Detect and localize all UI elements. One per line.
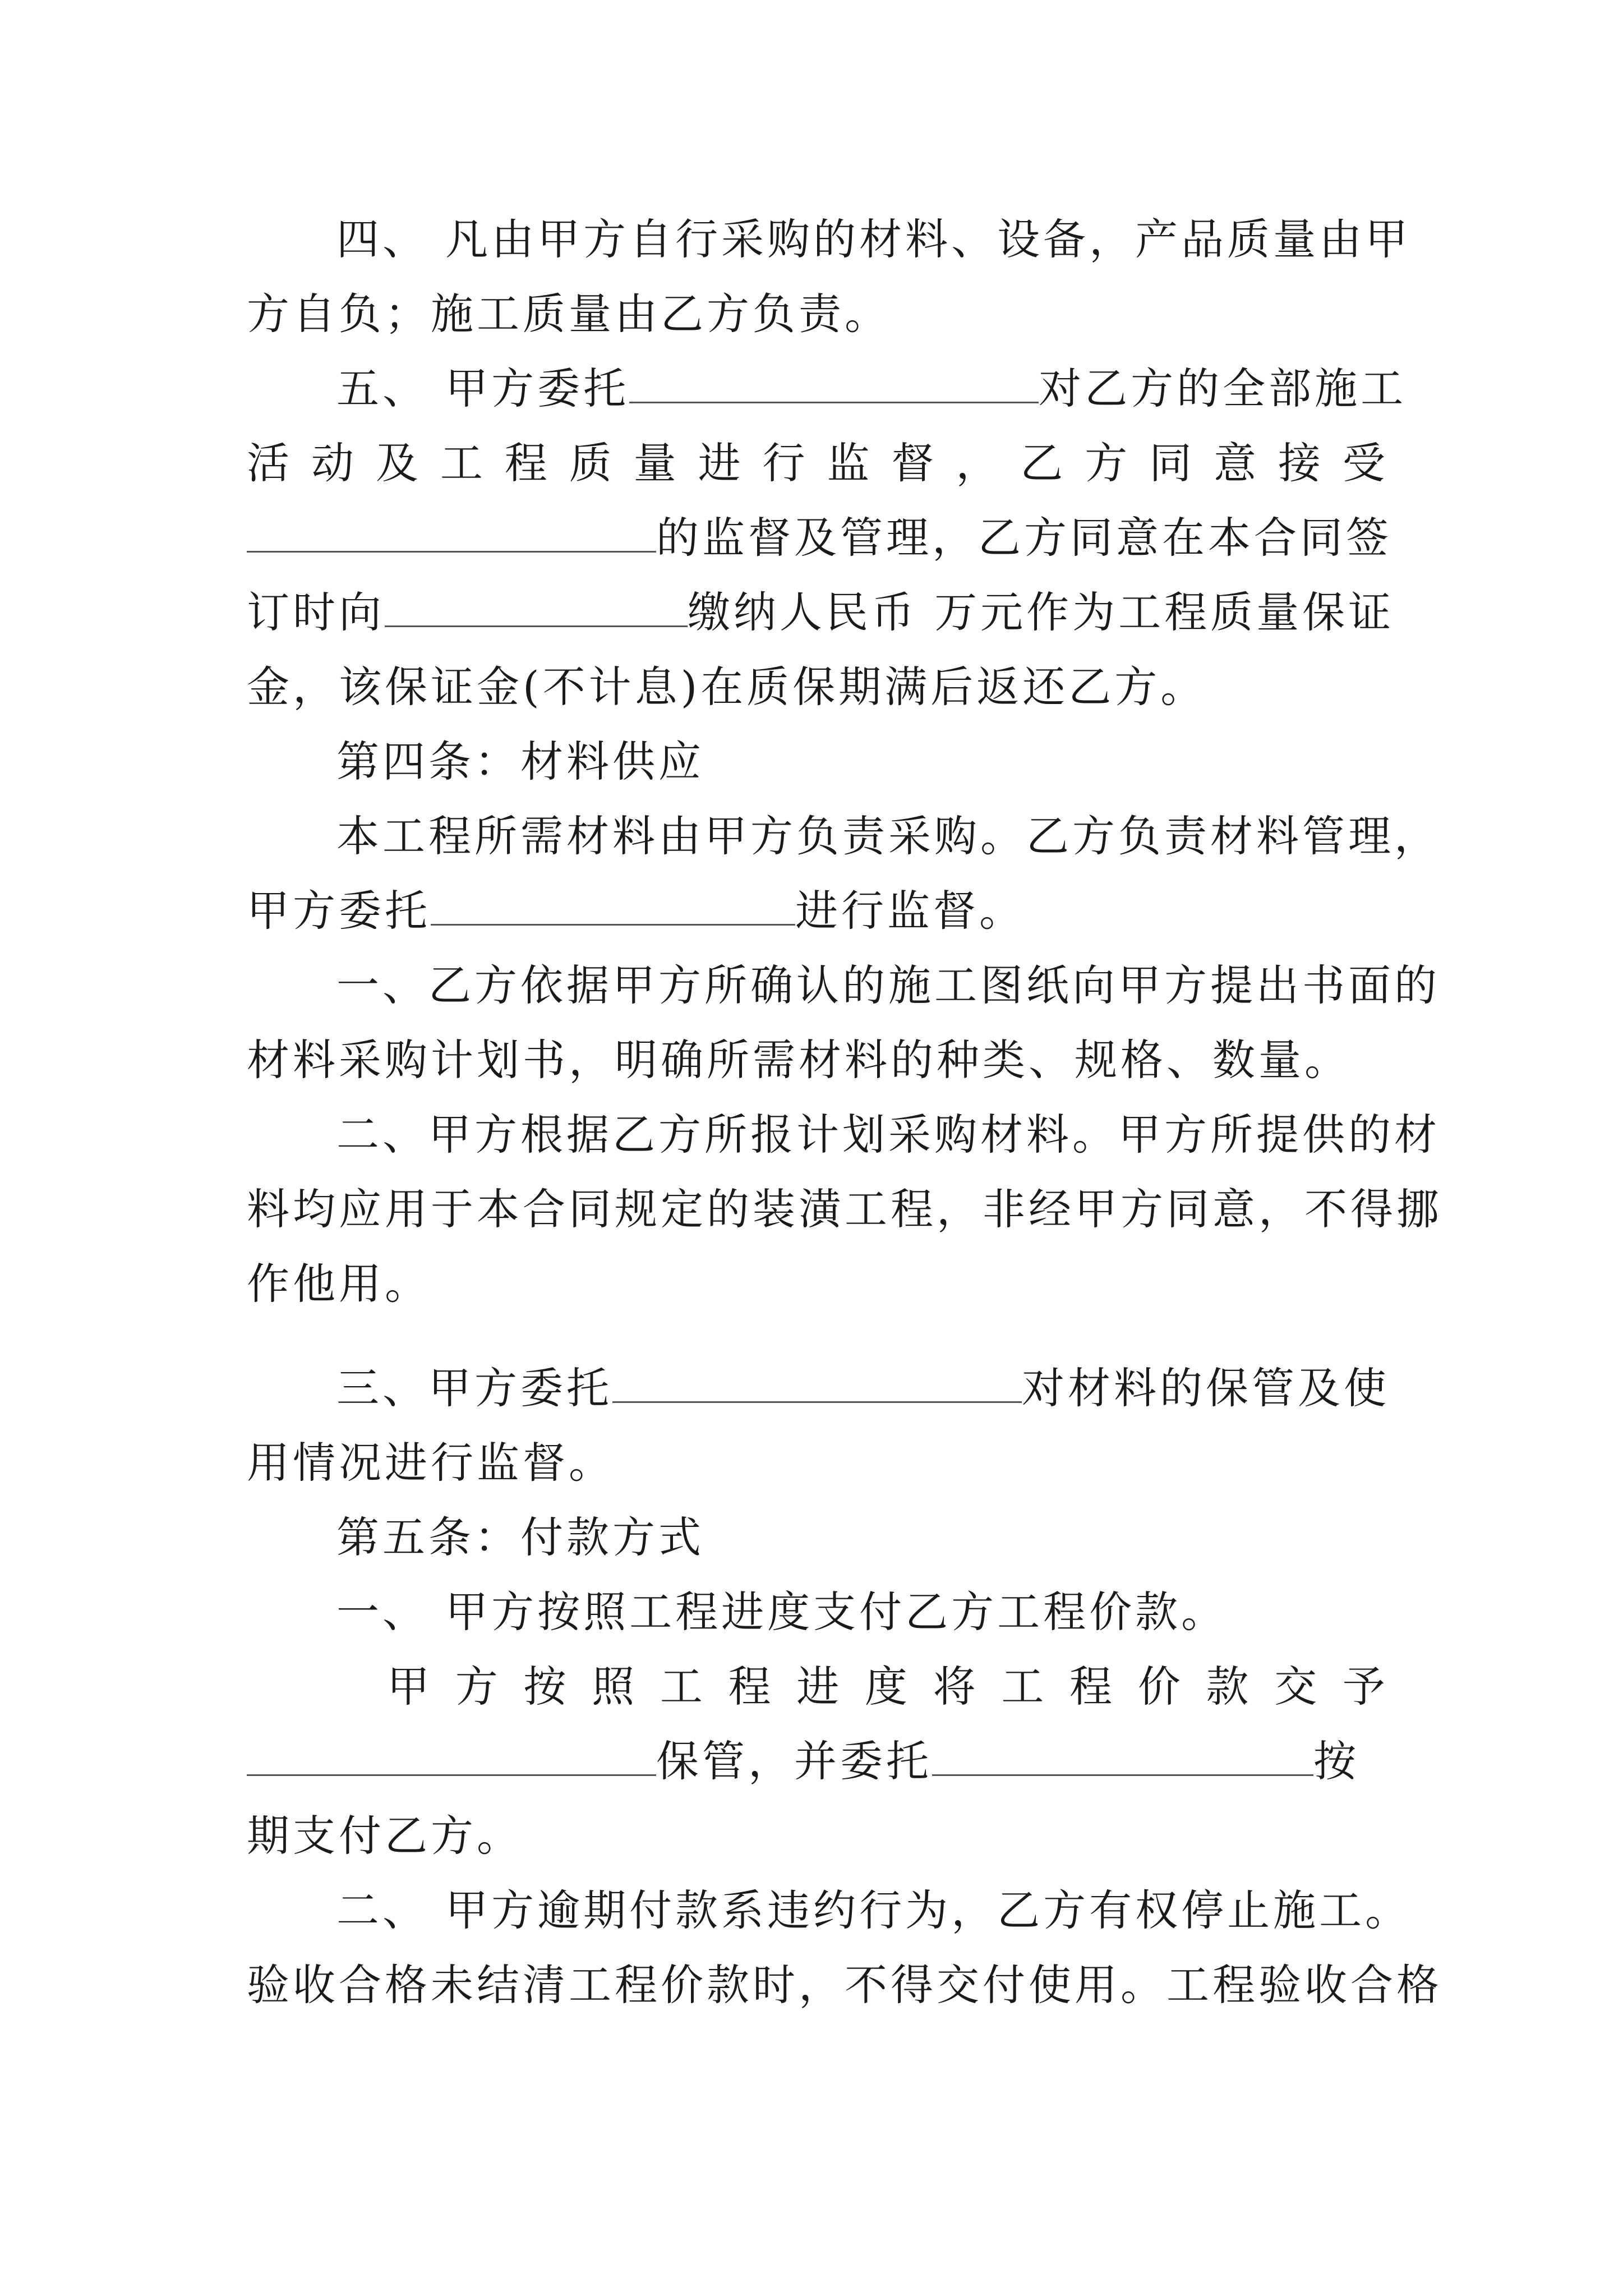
justified-char: 予 — [1342, 1662, 1385, 1711]
fill-blank[interactable] — [247, 512, 656, 553]
text: 作他用。 — [247, 1259, 431, 1309]
clause-5-line-5 — [247, 656, 1385, 718]
justified-char: 及 — [375, 438, 418, 488]
clause-5-line-3 — [247, 507, 1392, 569]
text: 四、 凡由甲方自行采购的材料、设备，产品质量由甲 — [336, 214, 1412, 264]
justified-char: 程 — [728, 1662, 771, 1711]
text: 料均应用于本合同规定的装潢工程，非经甲方同意，不得挪 — [247, 1184, 1442, 1234]
text: 一、乙方依据甲方所确认的施工图纸向甲方提出书面的 — [336, 960, 1440, 1010]
justified-char: 交 — [1274, 1662, 1317, 1711]
item-3-line-1 — [336, 1358, 1390, 1419]
text: 缴纳人民币 万元作为工程质量保证 — [688, 587, 1395, 637]
fill-blank[interactable] — [612, 1362, 1022, 1403]
payment-item-2-line-2 — [247, 1954, 1442, 2016]
justified-char: 量 — [633, 438, 676, 488]
text: 的监督及管理，乙方同意在本合同签 — [656, 513, 1392, 563]
item-2-line-2 — [247, 1179, 1442, 1240]
justified-char: 度 — [864, 1662, 907, 1711]
text: 五、 甲方委托 — [336, 364, 630, 413]
justified-char: 乙 — [1020, 438, 1063, 488]
text: 本工程所需材料由甲方负责采购。乙方负责材料管理， — [336, 811, 1440, 861]
text: 二、甲方根据乙方所报计划采购材料。甲方所提供的材 — [336, 1110, 1440, 1159]
justified-char: 甲 — [387, 1662, 430, 1711]
justified-char: 工 — [660, 1662, 703, 1711]
justified-char: 照 — [592, 1662, 635, 1711]
justified-char: 将 — [933, 1662, 976, 1711]
justified-char: 程 — [504, 438, 547, 488]
payment-item-1 — [336, 1581, 1385, 1643]
section-5-heading — [336, 1507, 1385, 1568]
justified-char: 款 — [1206, 1662, 1249, 1711]
text: 甲方委托 — [247, 886, 431, 936]
text: 三、甲方委托 — [336, 1363, 612, 1413]
justified-char: 价 — [1137, 1662, 1181, 1711]
justified-char: 活 — [247, 438, 289, 488]
text: 第四条：材料供应 — [336, 737, 704, 786]
text: 二、 甲方逾期付款系违约行为，乙方有权停止施工。 — [336, 1885, 1412, 1935]
justified-char: 工 — [1001, 1662, 1044, 1711]
text: 第五条：付款方式 — [336, 1512, 704, 1562]
justified-char: 督 — [891, 438, 934, 488]
payment-item-2-line-1 — [336, 1880, 1412, 1941]
fill-blank[interactable] — [385, 586, 688, 627]
text: 材料采购计划书，明确所需材料的种类、规格、数量。 — [247, 1035, 1350, 1085]
justified-char: 同 — [1149, 438, 1192, 488]
item-3-line-2 — [247, 1432, 1385, 1494]
section-4-line-1 — [336, 806, 1440, 867]
clause-5-line-1 — [336, 358, 1407, 420]
clause-5-line-2 — [247, 432, 1385, 494]
fill-blank[interactable] — [247, 1735, 656, 1776]
justified-char: 方 — [1085, 438, 1128, 488]
text: 订时向 — [247, 587, 385, 637]
item-2-line-3 — [247, 1253, 1385, 1315]
text: 保管，并委托 — [656, 1736, 932, 1786]
fill-blank[interactable] — [431, 885, 795, 926]
justified-char: ， — [956, 438, 999, 488]
justified-char: 工 — [440, 438, 483, 488]
clause-4-line-1 — [336, 209, 1412, 270]
justified-char: 进 — [796, 1662, 840, 1711]
text: 对乙方的全部施工 — [1039, 364, 1407, 413]
justified-char: 行 — [762, 438, 805, 488]
justified-char: 进 — [698, 438, 741, 488]
text: 用情况进行监督。 — [247, 1438, 615, 1488]
text: 验收合格未结清工程价款时，不得交付使用。工程验收合格 — [247, 1960, 1442, 2010]
section-4-heading — [336, 731, 1385, 793]
fill-blank[interactable] — [932, 1735, 1313, 1776]
justified-char: 动 — [311, 438, 354, 488]
text: 方自负；施工质量由乙方负责。 — [247, 289, 891, 339]
justified-char: 程 — [1069, 1662, 1113, 1711]
justified-char: 监 — [827, 438, 870, 488]
text: 进行监督。 — [795, 886, 1025, 936]
justified-char: 质 — [569, 438, 612, 488]
clause-4-line-2 — [247, 283, 1385, 345]
item-1-line-2 — [247, 1029, 1385, 1091]
payment-line-4 — [247, 1805, 1385, 1867]
justified-char: 接 — [1278, 438, 1321, 488]
fill-blank[interactable] — [629, 362, 1039, 403]
item-2-line-1 — [336, 1104, 1440, 1166]
text: 期支付乙方。 — [247, 1811, 523, 1861]
payment-line-3 — [247, 1731, 1385, 1792]
section-4-line-2 — [247, 880, 1385, 942]
payment-line-2 — [387, 1656, 1385, 1718]
justified-char: 按 — [523, 1662, 566, 1711]
text: 按 — [1313, 1736, 1359, 1786]
justified-char: 方 — [455, 1662, 498, 1711]
justified-char: 意 — [1214, 438, 1257, 488]
text: 对材料的保管及使 — [1022, 1363, 1390, 1413]
justified-char: 受 — [1342, 438, 1385, 488]
item-1-line-1 — [336, 955, 1440, 1016]
text: 金，该保证金(不计息)在质保期满后返还乙方。 — [247, 662, 1207, 712]
text: 一、 甲方按照工程进度支付乙方工程价款。 — [336, 1587, 1228, 1637]
clause-5-line-4 — [247, 582, 1395, 643]
